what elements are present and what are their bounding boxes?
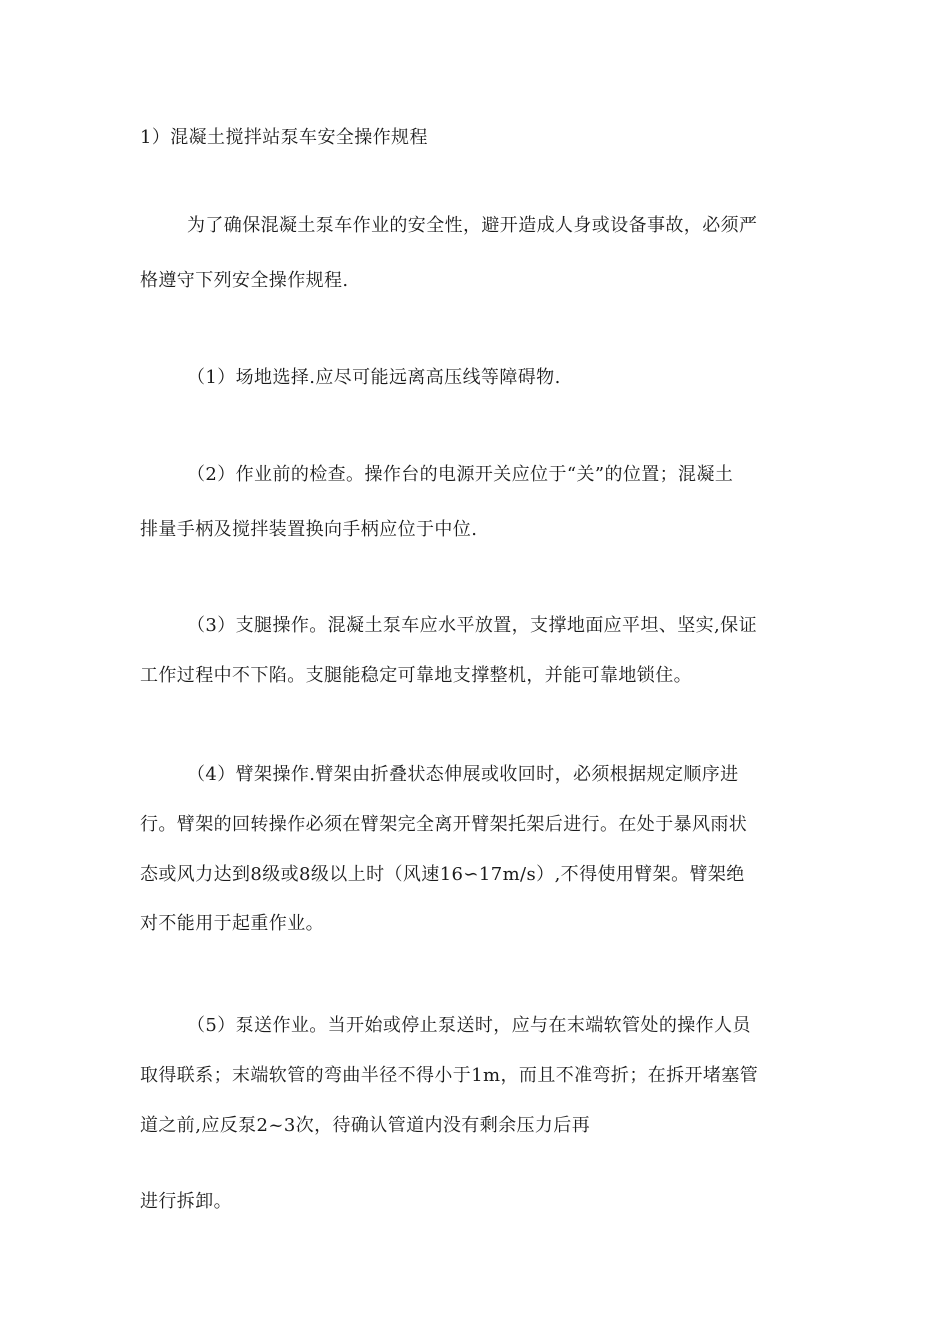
- continuation-line: 进行拆卸。: [140, 1191, 232, 1212]
- intro-line-1: 为了确保混凝土泵车作业的安全性，避开造成人身或设备事故，必须严: [187, 215, 758, 236]
- item4-line-3: 态或风力达到8级或8级以上时（风速16∽17m/s）,不得使用臂架。臂架绝: [140, 864, 745, 885]
- item2-line-1: （2）作业前的检查。操作台的电源开关应位于“关”的位置；混凝土: [187, 464, 734, 485]
- intro-line-2: 格遵守下列安全操作规程.: [140, 270, 349, 291]
- document-heading: 1）混凝土搅拌站泵车安全操作规程: [140, 127, 428, 148]
- item4-line-4: 对不能用于起重作业。: [140, 913, 324, 934]
- item5-line-1: （5）泵送作业。当开始或停止泵送时，应与在末端软管处的操作人员: [187, 1015, 751, 1036]
- item1-line-1: （1）场地选择.应尽可能远离高压线等障碍物.: [187, 367, 561, 388]
- item4-line-1: （4）臂架操作.臂架由折叠状态伸展或收回时，必须根据规定顺序进: [187, 764, 739, 785]
- item3-line-1: （3）支腿操作。混凝土泵车应水平放置，支撑地面应平坦、坚实,保证: [187, 615, 757, 636]
- item2-line-2: 排量手柄及搅拌装置换向手柄应位于中位.: [140, 519, 478, 540]
- item3-line-2: 工作过程中不下陷。支腿能稳定可靠地支撑整机，并能可靠地锁住。: [140, 665, 692, 686]
- item5-line-2: 取得联系；末端软管的弯曲半径不得小于1m，而且不准弯折；在拆开堵塞管: [140, 1065, 759, 1086]
- item4-line-2: 行。臂架的回转操作必须在臂架完全离开臂架托架后进行。在处于暴风雨状: [140, 814, 748, 835]
- item5-line-3: 道之前,应反泵2~3次，待确认管道内没有剩余压力后再: [140, 1115, 591, 1136]
